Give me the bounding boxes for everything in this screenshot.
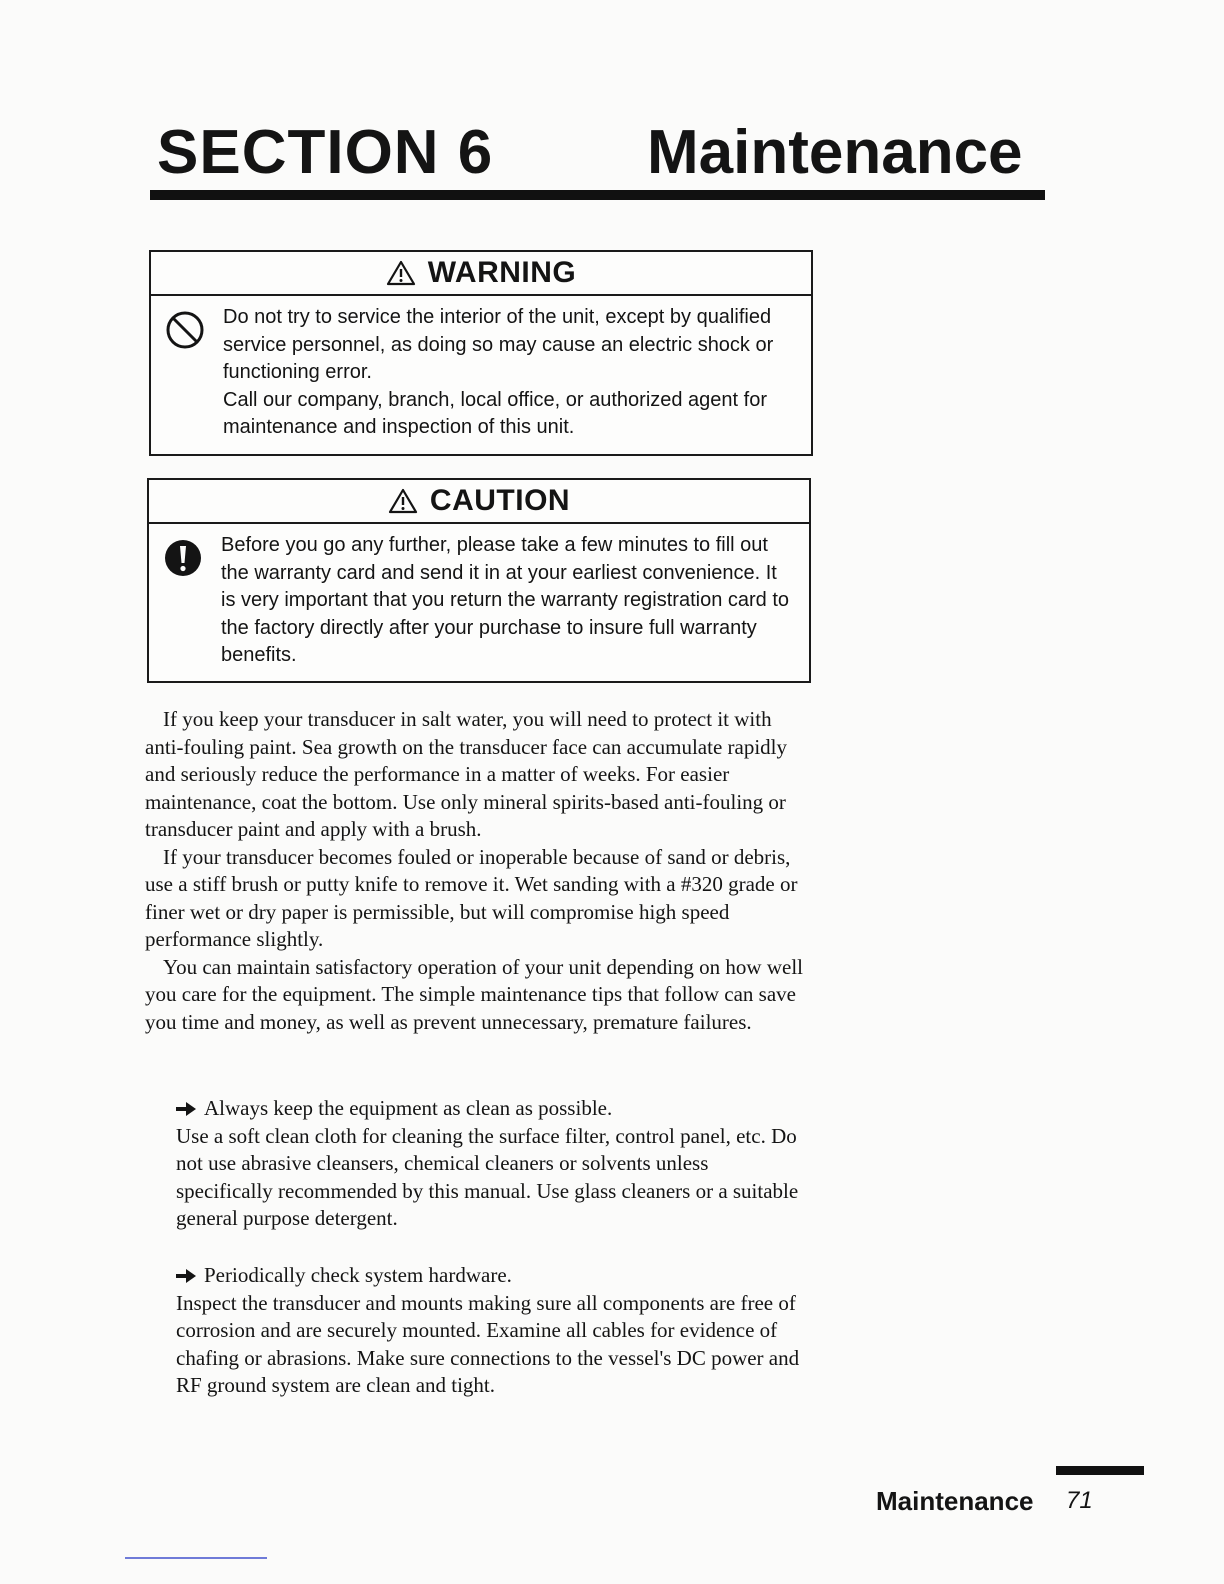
arrow-right-icon [176, 1269, 196, 1283]
bottom-divider [125, 1557, 267, 1559]
section-number: SECTION 6 [157, 118, 494, 187]
body-paragraph: You can maintain satisfactory operation of your unit depending on how well you care for the equipment. The simple maintenance tips that follow can save you time and money, as well as prevent unnecessary, premature failures. [145, 954, 803, 1034]
tip-text: Inspect the transducer and mounts making sure all components are free of corrosion and are securely mounted. Examine all cables for evidence of chafing or abrasions. Make sure connections to the vessel's DC power and RF ground system are clean and tight. [176, 1290, 800, 1397]
tip-clean [176, 1095, 808, 1233]
warning-line: Call our company, branch, local office, or authorized agent for maintenance and inspection of this unit. [223, 388, 768, 438]
warning-box [149, 250, 813, 456]
warning-heading: WARNING [427, 256, 577, 289]
tip-heading: Always keep the equipment as clean as possible. [204, 1096, 613, 1120]
warning-header [151, 252, 811, 296]
tip-hardware [176, 1262, 808, 1400]
body-paragraph: If you keep your transducer in salt water, you will need to protect it with anti-fouling paint. Sea growth on the transducer face can accumulate rapidly and seriously reduce the performance in a matter of weeks. For easier maintenance, coat the bottom. Use only mineral spirits-based anti-fouling or transducer paint and apply with a brush. [145, 707, 787, 841]
caution-paragraph: Before you go any further, please take a few minutes to fill out the warranty card and send it in at your earliest convenience. It is very important that you return the warranty registration card to the factory directly after your purchase to insure full warranty benefits. [221, 534, 790, 666]
section-title: Maintenance [647, 118, 1023, 187]
tip-text: Use a soft clean cloth for cleaning the surface filter, control panel, etc. Do not use abrasive cleansers, chemical cleaners or solvents unless specifically recommended by this manual. Use glass cleaners or a suitable general purpose detergent. [176, 1123, 799, 1230]
footer-bar [1056, 1466, 1144, 1475]
prohibition-icon [165, 310, 205, 350]
page-number: 71 [1066, 1487, 1093, 1514]
caution-triangle-icon [388, 488, 418, 514]
exclamation-icon [163, 538, 203, 578]
warning-triangle-icon [386, 260, 416, 286]
warning-text [223, 304, 798, 442]
footer-section-label: Maintenance [876, 1486, 1034, 1516]
caution-heading: CAUTION [429, 484, 571, 517]
caution-text [221, 532, 796, 670]
title-rule [150, 190, 1045, 200]
caution-box [147, 478, 811, 683]
page-title [157, 118, 1047, 188]
tip-heading: Periodically check system hardware. [204, 1263, 512, 1287]
caution-header [149, 480, 809, 524]
body-paragraph: If your transducer becomes fouled or inoperable because of sand or debris, use a stiff brush or putty knife to remove it. Wet sanding with a #320 grade or finer wet or dry paper is permissible, but will compromise high speed performance slightly. [145, 844, 798, 951]
warning-line: Do not try to service the interior of the unit, except by qualified service personnel, as doing so may cause an electric shock or functioning error. [223, 306, 774, 383]
body-text [145, 706, 810, 1036]
arrow-right-icon [176, 1102, 196, 1116]
